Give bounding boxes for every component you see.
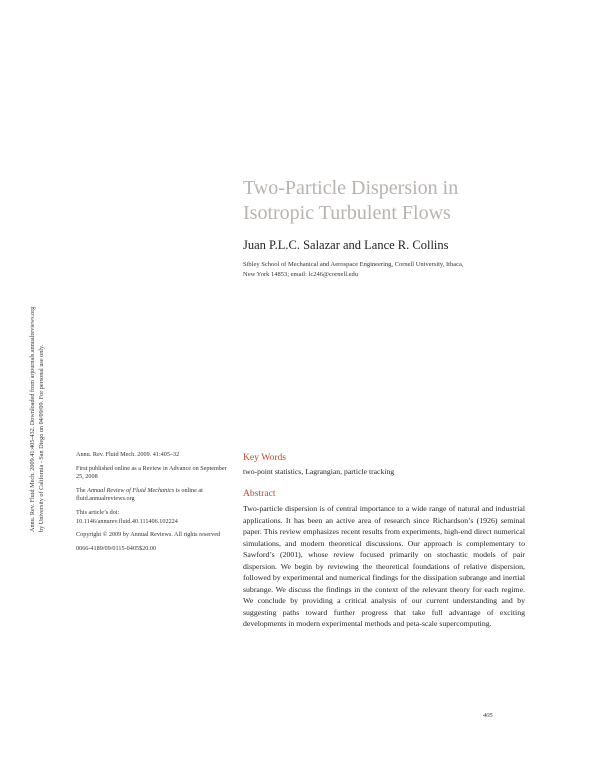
doi-label: This article’s doi: bbox=[76, 508, 120, 516]
affiliation-line-1: Sibley School of Mechanical and Aerospace Engineering, Cornell University, Ithaca, bbox=[243, 261, 464, 268]
page-number: 405 bbox=[483, 712, 493, 719]
doi-block bbox=[76, 509, 232, 526]
publication-info bbox=[76, 451, 232, 558]
journal-name: Annual Review of Fluid Mechanics bbox=[87, 486, 175, 494]
issn: 0066-4189/09/0115-0405$20.00 bbox=[76, 544, 157, 552]
journal-citation: Annu. Rev. Fluid Mech. 2009. 41:405–32 bbox=[76, 451, 180, 458]
download-notice-line-1: Annu. Rev. Fluid Mech. 2009.41:405-432. Downloaded from arjournals.annualreviews.org bbox=[29, 306, 36, 532]
article-title bbox=[243, 176, 563, 226]
publication-date: First published online as a Review in Advance on September 25, 2008 bbox=[76, 464, 227, 481]
article-title-line-1: Two-Particle Dispersion in bbox=[243, 177, 459, 199]
download-notice bbox=[28, 232, 46, 532]
affiliation-line-2: New York 14853; email: lc246@cornell.edu bbox=[243, 270, 359, 278]
online-prefix: The bbox=[76, 486, 88, 494]
keywords: two-point statistics, Lagrangian, particle tracking bbox=[243, 467, 395, 476]
copyright: Copyright © 2009 by Annual Reviews. All rights reserved bbox=[76, 531, 221, 539]
doi-value: 10.1146/annurev.fluid.40.111406.102224 bbox=[76, 517, 178, 525]
authors: Juan P.L.C. Salazar and Lance R. Collins bbox=[243, 238, 449, 252]
online-availability bbox=[76, 487, 232, 504]
article-title-line-2: Isotropic Turbulent Flows bbox=[243, 202, 451, 224]
abstract-heading: Abstract bbox=[243, 488, 276, 499]
abstract-text: Two-particle dispersion is of central importance to a wide range of natural and industrial applications. It has been an active area of research since Richardson’s (1926) seminal paper. This review emphasizes recent results from experiments, high-end direct numerical simulations, and modern theoretical discussions. Our approach is complementary to Sawford’s (2001), whose review focused primarily on stochastic models of pair dispersion. We begin by reviewing the theoretical foundations of relative dispersion, followed by experimental and numerical findings for the dissipation subrange and inertial subrange. We discuss the findings in the context of the relevant theory for each regime. We conclude by providing a critical analysis of our current understanding and by suggesting paths toward further progress that take full advantage of exciting developments in modern experimental methods and peta-scale supercomputing. bbox=[243, 504, 525, 628]
download-notice-line-2: by University of California - San Diego on 04/09/09. For personal use only. bbox=[38, 344, 45, 532]
online-suffix: is online at fluid.annualreviews.org bbox=[76, 486, 203, 503]
keywords-heading: Key Words bbox=[243, 452, 287, 463]
affiliation bbox=[243, 260, 483, 279]
